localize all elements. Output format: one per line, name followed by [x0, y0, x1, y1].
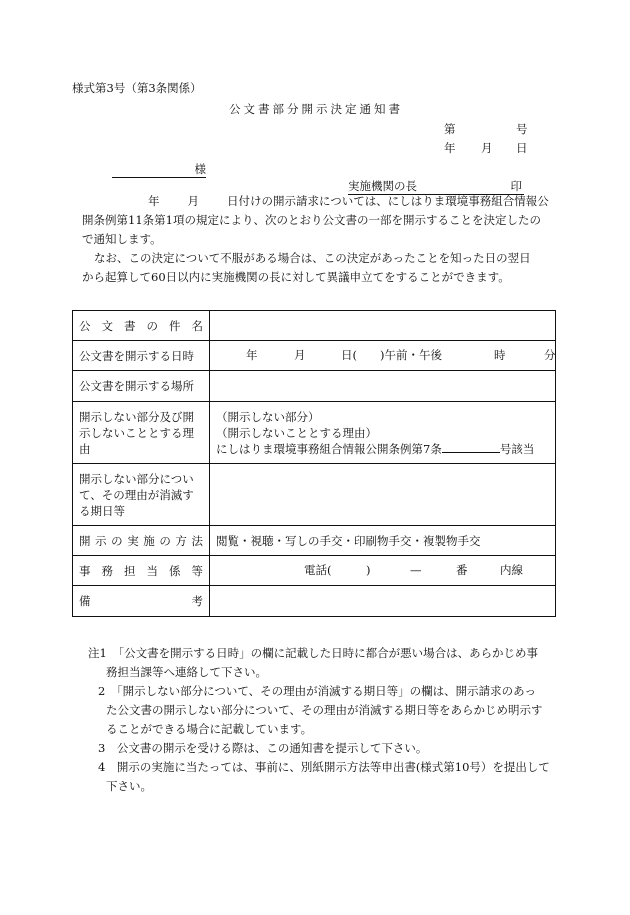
label-char: 係 — [169, 563, 181, 578]
label-char: の — [159, 533, 171, 548]
addressee-honorific: 様 — [194, 162, 206, 176]
jus-remarks — [79, 593, 203, 609]
sender-title: 実施機関の長 — [348, 179, 417, 193]
body-line-2: 開条例第11条第1項の規定により、次のとおり公文書の一部を開示することを決定したの — [82, 213, 541, 227]
body-line-1: 年 月 日付けの開示請求については、にしはりま環境事務組合情報公 — [148, 194, 549, 208]
note-4-line-1: 4 開示の実施に当たっては、事前に、別紙開示方法等申出書(様式第10号）を提出して — [98, 760, 550, 774]
body-line-3: で通知します。 — [82, 232, 162, 246]
row-disclosure-method — [73, 526, 556, 556]
value-undisclosed-parts: （開示しない部分） （開示しないこととする理由） にしはりま環境事務組合情報公開条例第7条 号該当 — [210, 402, 556, 464]
document-title: 公文書部分開示決定通知書 — [229, 102, 403, 116]
jus-doc-name — [79, 318, 203, 334]
note-2-line-2: た公文書の開示しない部分について、その理由が消滅する期日等をあらかじめ明示す — [106, 703, 543, 717]
label-char: 担 — [124, 563, 136, 578]
label-disclosure-datetime: 公文書を開示する日時 — [73, 341, 210, 371]
value-remarks — [210, 586, 556, 617]
disclosure-table — [72, 310, 556, 617]
value-disclosure-place — [210, 371, 556, 402]
label-char: 等 — [191, 563, 203, 578]
doc-number-suffix: 号 — [516, 122, 528, 136]
row-document-name — [73, 311, 556, 341]
label-remarks — [73, 586, 210, 617]
label-document-name — [73, 311, 210, 341]
jus-contact — [79, 563, 203, 579]
row-undisclosed-parts — [73, 402, 556, 464]
note-3-line-1: 3 公文書の開示を受ける際は、この通知書を提示して下さい。 — [98, 741, 428, 755]
row-remarks — [73, 586, 556, 617]
label-char: 示 — [95, 533, 107, 548]
label-char: 法 — [191, 533, 203, 548]
date-day: 日 — [516, 141, 528, 155]
label-disclosure-method — [73, 526, 210, 556]
value-disclosure-method: 閲覧・視聴・写しの手交・印刷物手交・複製物手交 — [210, 526, 556, 556]
note-2-line-3: ることができる場合に記載しています。 — [106, 722, 313, 736]
doc-number-prefix: 第 — [444, 122, 456, 136]
label-char: 当 — [146, 563, 158, 578]
label-disclosure-place: 公文書を開示する場所 — [73, 371, 210, 402]
label-undisclosed-parts: 開示しない部分及び開 示しないこととする理 由 — [73, 402, 210, 464]
value-document-name — [210, 311, 556, 341]
label-char: 件 — [169, 318, 181, 333]
note-2-line-1: 2 「開示しない部分について、その理由が消滅する期日等」の欄は、開示請求のあっ — [98, 684, 536, 698]
jus-method — [79, 533, 203, 549]
notes-section — [88, 644, 558, 796]
row-contact — [73, 556, 556, 586]
body-line-5: から起算して60日以内に実施機関の長に対して異議申立てをすることができます。 — [82, 270, 510, 284]
label-char: の — [146, 318, 158, 333]
label-char: の — [111, 533, 123, 548]
label-char: 施 — [143, 533, 155, 548]
addressee-line — [112, 162, 206, 178]
label-char: 文 — [101, 318, 113, 333]
label-char: 考 — [191, 594, 203, 608]
value-reason-expiry — [210, 464, 556, 526]
date-year: 年 — [444, 141, 456, 155]
note-4-line-2: 下さい。 — [106, 779, 152, 793]
body-line-4: なお、この決定について不服がある場合は、この決定があったことを知った日の翌日 — [94, 251, 531, 265]
row-disclosure-datetime — [73, 341, 556, 371]
label-char: 名 — [191, 318, 203, 333]
label-char: 備 — [79, 594, 91, 608]
note-1-line-2: 務担当課等へ連絡して下さい。 — [106, 665, 267, 679]
seal-mark: 印 — [510, 179, 522, 193]
label-char: 実 — [127, 533, 139, 548]
value-disclosure-datetime: 年 月 日( )午前・午後 時 分 — [210, 341, 556, 371]
date-month: 月 — [481, 141, 493, 155]
label-char: 方 — [175, 533, 187, 548]
label-char: 務 — [101, 563, 113, 578]
label-char: 書 — [124, 318, 136, 333]
label-reason-expiry: 開示しない部分につい て、その理由が消滅す る期日等 — [73, 464, 210, 526]
value-contact: 電話( ) — 番 内線 — [210, 556, 556, 586]
label-contact — [73, 556, 210, 586]
note-1-line-1: 注1 「公文書を開示する日時」の欄に記載した日時に都合が悪い場合は、あらかじめ事 — [88, 646, 539, 660]
label-char: 公 — [79, 318, 91, 333]
form-number: 様式第3号（第3条関係） — [72, 81, 202, 95]
label-char: 事 — [79, 563, 91, 578]
body-paragraph — [82, 192, 556, 287]
label-char: 開 — [79, 533, 91, 548]
article-item-blank — [442, 441, 500, 453]
row-reason-expiry — [73, 464, 556, 526]
row-disclosure-place — [73, 371, 556, 402]
